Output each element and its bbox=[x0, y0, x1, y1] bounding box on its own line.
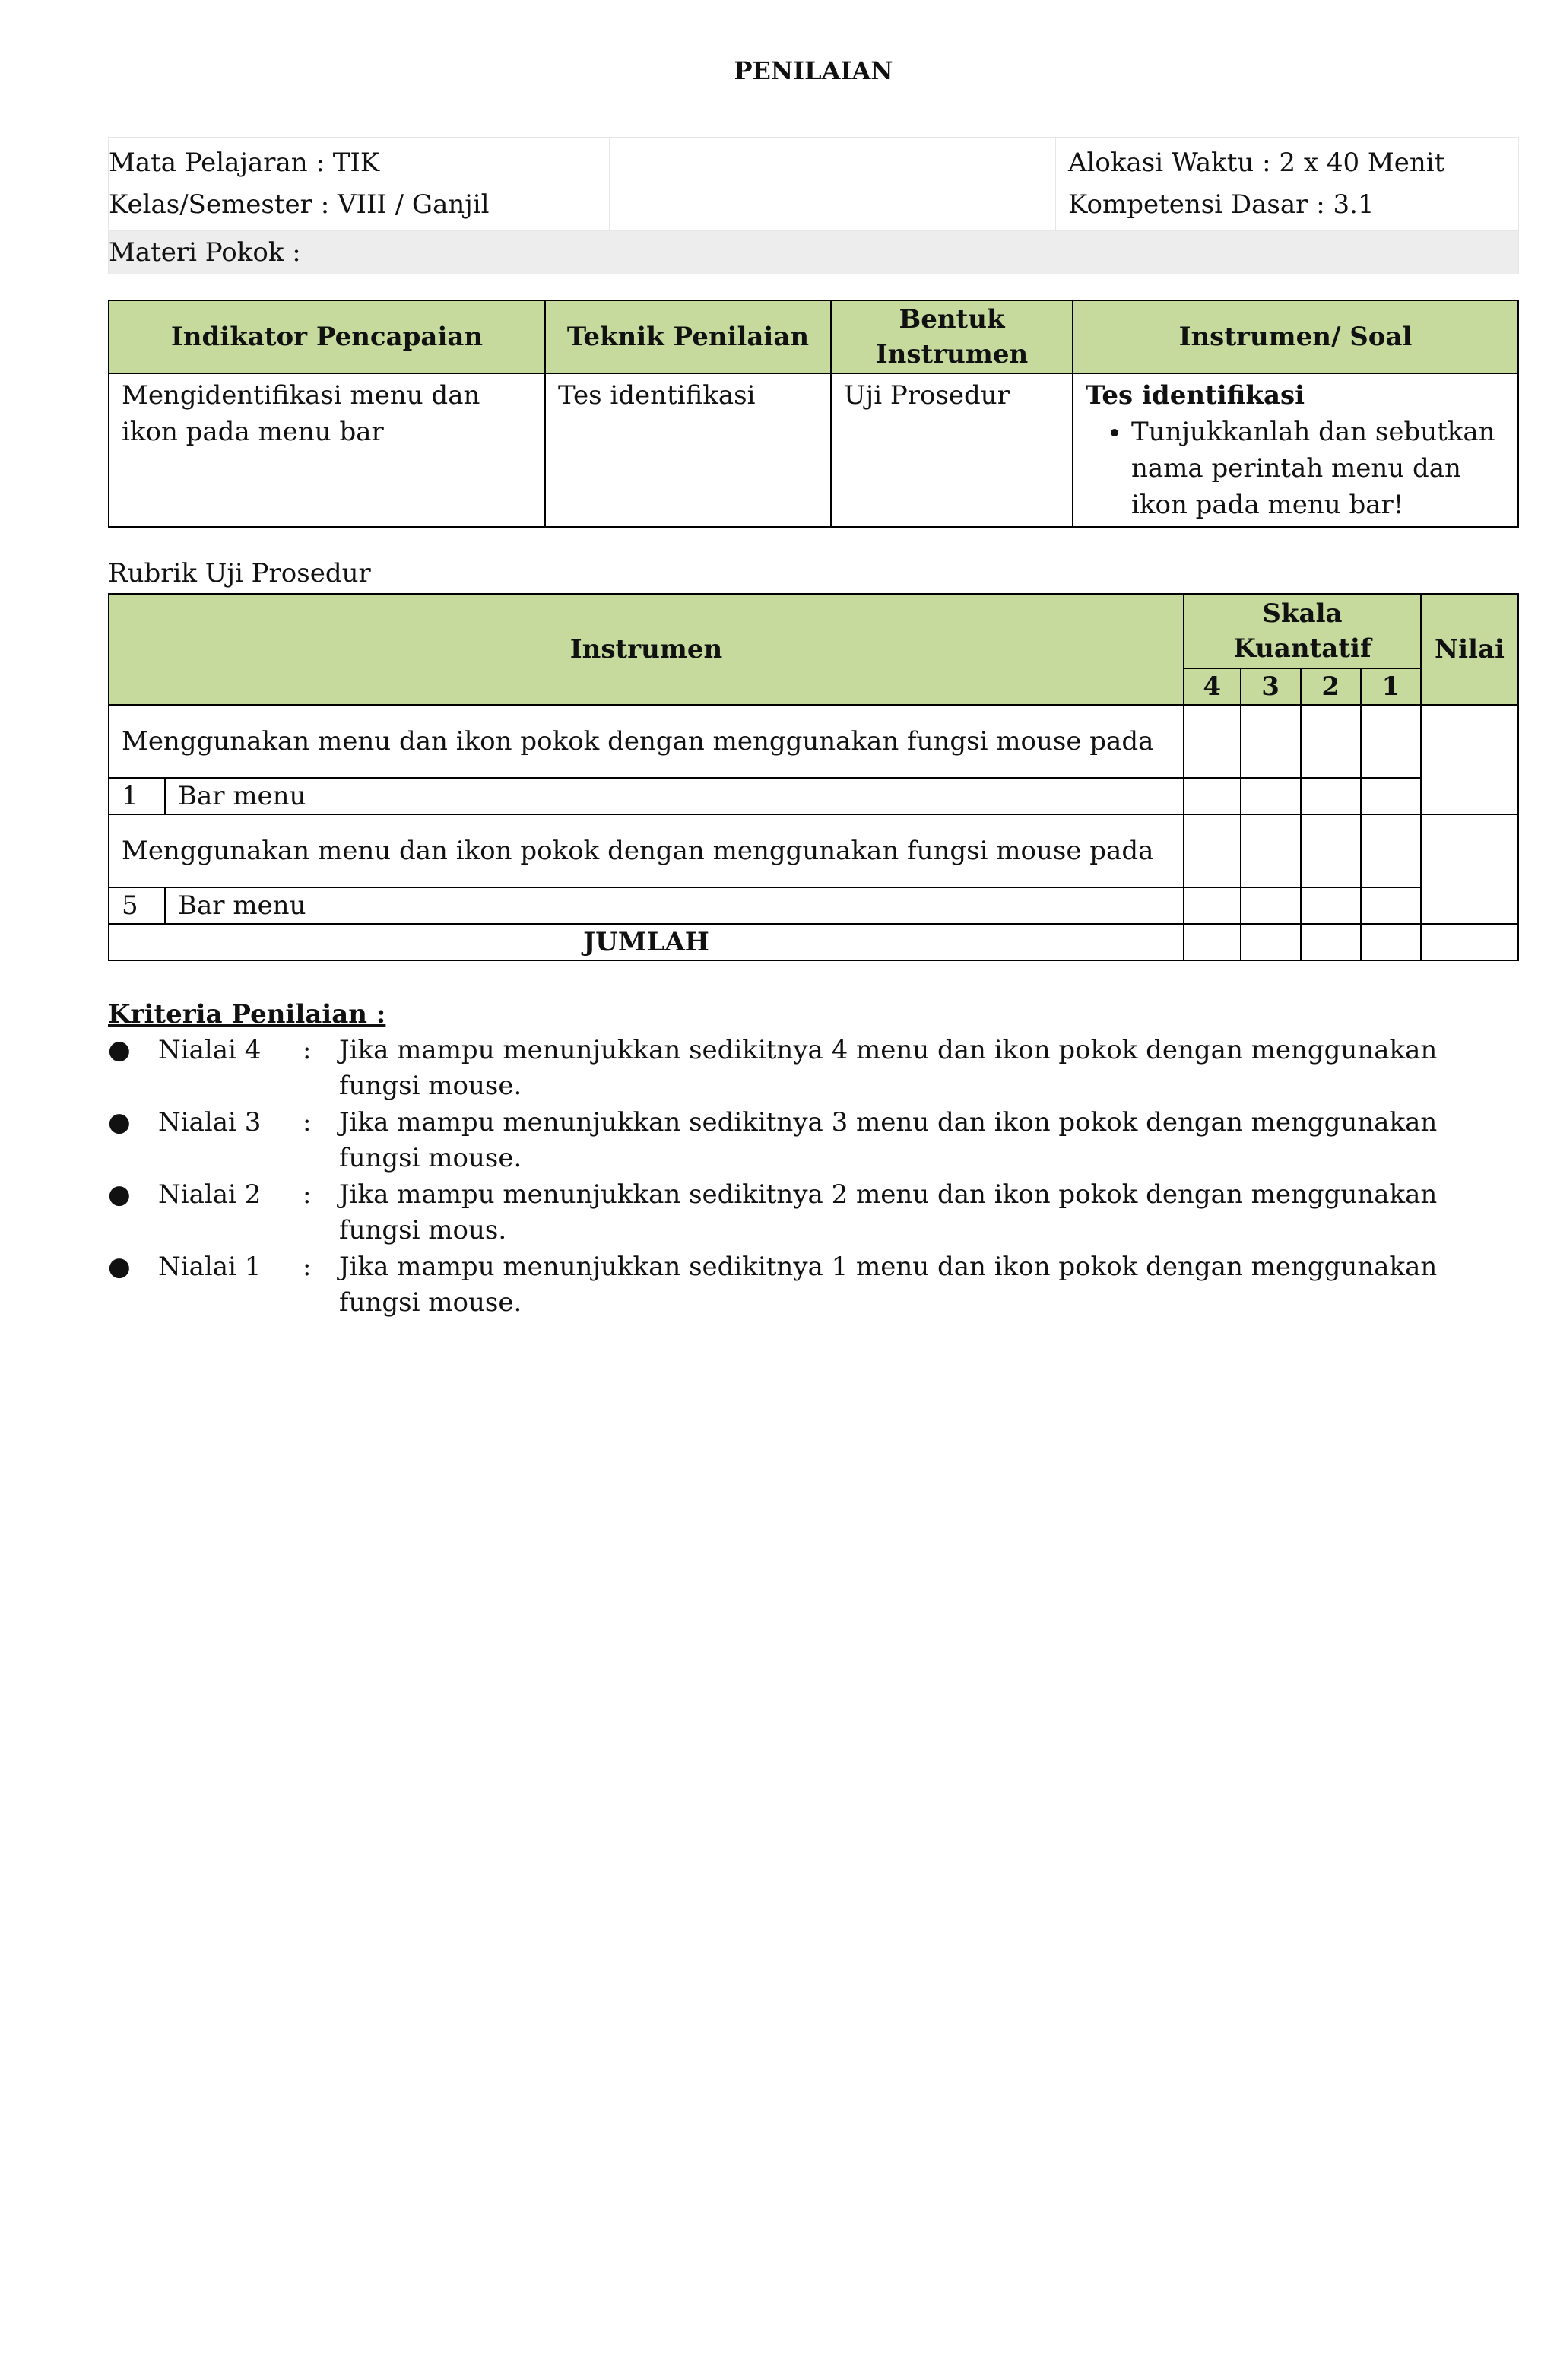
kelas-semester: Kelas/Semester : VIII / Ganjil bbox=[109, 189, 490, 220]
score-box[interactable] bbox=[1241, 924, 1301, 960]
nilai-box[interactable] bbox=[1421, 705, 1518, 814]
rubrik-row-sub: Bar menu bbox=[165, 778, 1184, 814]
score-box[interactable] bbox=[1361, 924, 1421, 960]
rubrik-header-nilai: Nilai bbox=[1421, 594, 1518, 705]
score-box[interactable] bbox=[1184, 778, 1241, 814]
score-box[interactable] bbox=[1361, 778, 1421, 814]
rubrik-label: Rubrik Uji Prosedur bbox=[108, 558, 371, 589]
bullet-icon: ● bbox=[108, 1107, 131, 1138]
colon: : bbox=[303, 1035, 312, 1065]
cell-indikator: Mengidentifikasi menu dan ikon pada menu bar bbox=[109, 373, 545, 527]
score-box[interactable] bbox=[1361, 887, 1421, 924]
score-box[interactable] bbox=[1301, 814, 1361, 887]
score-box[interactable] bbox=[1301, 887, 1361, 924]
kriteria-text: Jika mampu menunjukkan sedikitnya 2 menu dan ikon pokok dengan menggunakan fungsi mous. bbox=[339, 1179, 1438, 1246]
scale-1: 1 bbox=[1361, 668, 1421, 705]
score-box[interactable] bbox=[1301, 705, 1361, 778]
cell-instrumen bbox=[1073, 373, 1518, 527]
alokasi-waktu: Alokasi Waktu : 2 x 40 Menit bbox=[1068, 148, 1445, 178]
kriteria-text: Jika mampu menunjukkan sedikitnya 3 menu dan ikon pokok dengan menggunakan fungsi mouse. bbox=[339, 1107, 1438, 1173]
score-box[interactable] bbox=[1361, 814, 1421, 887]
kriteria-item bbox=[108, 1249, 1519, 1321]
rubrik-header-instrumen: Instrumen bbox=[109, 594, 1184, 705]
bullet-icon: ● bbox=[108, 1252, 131, 1282]
score-box[interactable] bbox=[1241, 778, 1301, 814]
header-instrumen-soal: Instrumen/ Soal bbox=[1073, 300, 1518, 373]
kriteria-title: Kriteria Penilaian : bbox=[108, 999, 386, 1030]
score-box[interactable] bbox=[1361, 705, 1421, 778]
kriteria-text: Jika mampu menunjukkan sedikitnya 4 menu dan ikon pokok dengan menggunakan fungsi mouse. bbox=[339, 1035, 1438, 1101]
materi-pokok: Materi Pokok : bbox=[109, 231, 1519, 274]
meta-right bbox=[1056, 138, 1519, 231]
header-bentuk: Bentuk Instrumen bbox=[831, 300, 1073, 373]
score-box[interactable] bbox=[1184, 814, 1241, 887]
cell-teknik: Tes identifikasi bbox=[545, 373, 831, 527]
mata-pelajaran: Mata Pelajaran : TIK bbox=[109, 148, 380, 178]
page-title: PENILAIAN bbox=[734, 56, 893, 85]
rubrik-header-skala: Skala Kuantatif bbox=[1184, 594, 1421, 668]
kriteria-label: Nialai 3 bbox=[158, 1107, 262, 1138]
kriteria-label: Nialai 1 bbox=[158, 1252, 262, 1282]
score-box[interactable] bbox=[1241, 705, 1301, 778]
kriteria-item bbox=[108, 1177, 1519, 1249]
colon: : bbox=[303, 1107, 312, 1138]
meta-middle bbox=[610, 138, 1056, 231]
instrumen-list bbox=[1086, 414, 1505, 523]
assessment-table bbox=[108, 300, 1519, 528]
colon: : bbox=[303, 1179, 312, 1210]
header-indikator: Indikator Pencapaian bbox=[109, 300, 545, 373]
scale-3: 3 bbox=[1241, 668, 1301, 705]
kompetensi-dasar: Kompetensi Dasar : 3.1 bbox=[1068, 189, 1375, 220]
kriteria-section bbox=[108, 996, 1519, 1322]
scale-4: 4 bbox=[1184, 668, 1241, 705]
jumlah-label: JUMLAH bbox=[109, 924, 1184, 960]
rubrik-row-text: Menggunakan menu dan ikon pokok dengan menggunakan fungsi mouse pada bbox=[109, 814, 1184, 887]
meta-table bbox=[108, 137, 1519, 274]
rubrik-row-index: 5 bbox=[109, 887, 165, 924]
rubrik-table bbox=[108, 593, 1519, 961]
cell-bentuk: Uji Prosedur bbox=[831, 373, 1073, 527]
nilai-box[interactable] bbox=[1421, 814, 1518, 924]
bullet-icon: ● bbox=[108, 1035, 131, 1065]
rubrik-row-sub: Bar menu bbox=[165, 887, 1184, 924]
score-box[interactable] bbox=[1301, 924, 1361, 960]
rubrik-row-index: 1 bbox=[109, 778, 165, 814]
meta-left bbox=[109, 138, 610, 231]
score-box[interactable] bbox=[1241, 814, 1301, 887]
score-box[interactable] bbox=[1184, 705, 1241, 778]
kriteria-text: Jika mampu menunjukkan sedikitnya 1 menu dan ikon pokok dengan menggunakan fungsi mouse. bbox=[339, 1252, 1438, 1318]
score-box[interactable] bbox=[1301, 778, 1361, 814]
rubrik-row-text: Menggunakan menu dan ikon pokok dengan menggunakan fungsi mouse pada bbox=[109, 705, 1184, 778]
instrumen-title: Tes identifikasi bbox=[1086, 380, 1305, 411]
jumlah-nilai-box[interactable] bbox=[1421, 924, 1518, 960]
header-teknik: Teknik Penilaian bbox=[545, 300, 831, 373]
bullet-icon: ● bbox=[108, 1179, 131, 1210]
kriteria-label: Nialai 2 bbox=[158, 1179, 262, 1210]
instrumen-item: • Tunjukkanlah dan sebutkan nama perintah menu dan ikon pada menu bar! bbox=[1131, 414, 1505, 523]
kriteria-label: Nialai 4 bbox=[158, 1035, 262, 1065]
kriteria-item bbox=[108, 1105, 1519, 1176]
score-box[interactable] bbox=[1184, 887, 1241, 924]
score-box[interactable] bbox=[1184, 924, 1241, 960]
scale-2: 2 bbox=[1301, 668, 1361, 705]
kriteria-item bbox=[108, 1033, 1519, 1104]
colon: : bbox=[303, 1252, 312, 1282]
score-box[interactable] bbox=[1241, 887, 1301, 924]
